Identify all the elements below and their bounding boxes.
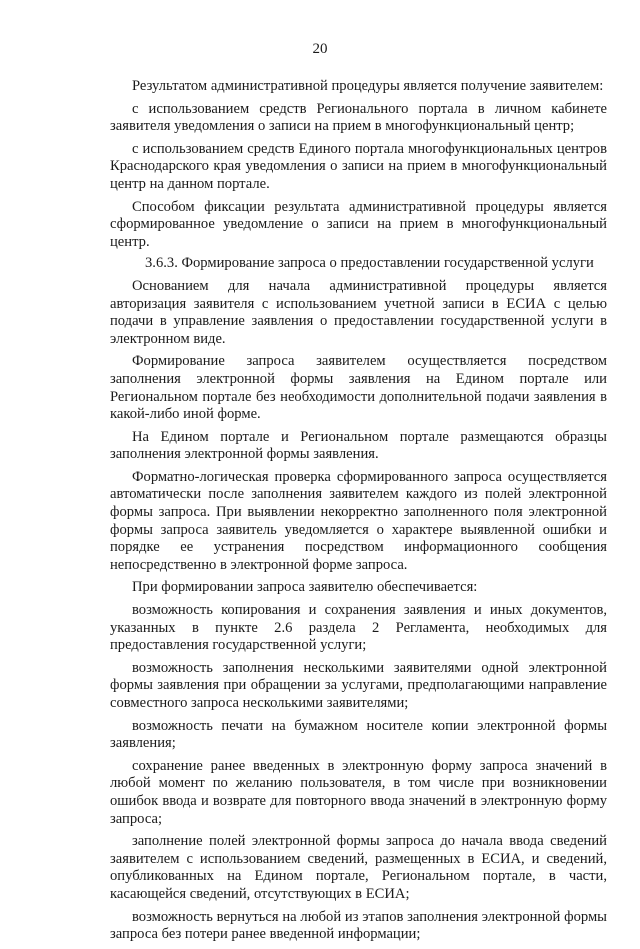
paragraph-format-check: Форматно-логическая проверка сформированного запроса осуществляется автоматически после заполнения заявителем каждого из полей электронной формы запроса. При выявлении некорректно заполненного поля электронной формы запроса заявитель уведомляется о характере выявленной ошибки и порядке ее устранения посредством информационного сообщения непосредственно в электронной форме запроса.: [110, 468, 607, 573]
paragraph-result-intro: Результатом административной процедуры является получение заявителем:: [132, 78, 604, 94]
paragraph-request-formation: Формирование запроса заявителем осуществляется посредством заполнения электронной формы заявления на Едином портале или Региональном портале без необходимости дополнительной подачи заявления в какой-либо иной форме.: [110, 353, 607, 423]
list-item-multiple-applicants: возможность заполнения несколькими заявителями одной электронной формы заявления при обращении за услугами, предполагающими направление совместного запроса несколькими заявителями;: [110, 659, 607, 711]
page-number: 20: [312, 41, 328, 57]
section-heading-3-6-3: 3.6.3. Формирование запроса о предоставлении государственной услуги: [145, 255, 594, 272]
paragraph-single-portal-mfc: с использованием средств Единого портала многофункциональных центров Краснодарского края уведомления о записи на прием в многофункциональный центр на данном портале.: [110, 140, 607, 192]
paragraph-regional-portal: с использованием средств Регионального портала в личном кабинете заявителя уведомления о записи на прием в многофункциональный центр;: [110, 100, 607, 135]
document-body: [110, 78, 607, 949]
list-item-prefill: заполнение полей электронной формы запроса до начала ввода сведений заявителем с использованием сведений, размещенных в ЕСИА, и сведений, опубликованных на Едином портале, Региональном портале, в части, касающейся сведений, отсутствующих в ЕСИА;: [110, 833, 607, 902]
paragraph-fixation-method: Способом фиксации результата административной процедуры является сформированное уведомление о записи на прием в многофункциональный центр.: [110, 198, 607, 250]
list-item-print: возможность печати на бумажном носителе копии электронной формы заявления;: [110, 717, 607, 752]
paragraph-provided-list-intro: При формировании запроса заявителю обеспечивается:: [132, 579, 478, 596]
list-item-copy-save: возможность копирования и сохранения заявления и иных документов, указанных в пункте 2.6 раздела 2 Регламента, необходимых для предоставления государственной услуги;: [110, 602, 607, 654]
paragraph-basis: Основанием для начала административной процедуры является авторизация заявителя с использованием учетной записи в ЕСИА с целью подачи в управление заявления о предоставлении государственной услуги в электронном виде.: [110, 277, 607, 347]
list-item-save-values: сохранение ранее введенных в электронную форму запроса значений в любой момент по желанию пользователя, в том числе при возникновении ошибок ввода и возврате для повторного ввода значений в электронную форму запроса;: [110, 757, 607, 827]
list-item-return-to-step: возможность вернуться на любой из этапов заполнения электронной формы запроса без потери ранее введенной информации;: [110, 908, 607, 943]
paragraph-samples: На Едином портале и Региональном портале размещаются образцы заполнения электронной формы заявления.: [110, 428, 607, 463]
